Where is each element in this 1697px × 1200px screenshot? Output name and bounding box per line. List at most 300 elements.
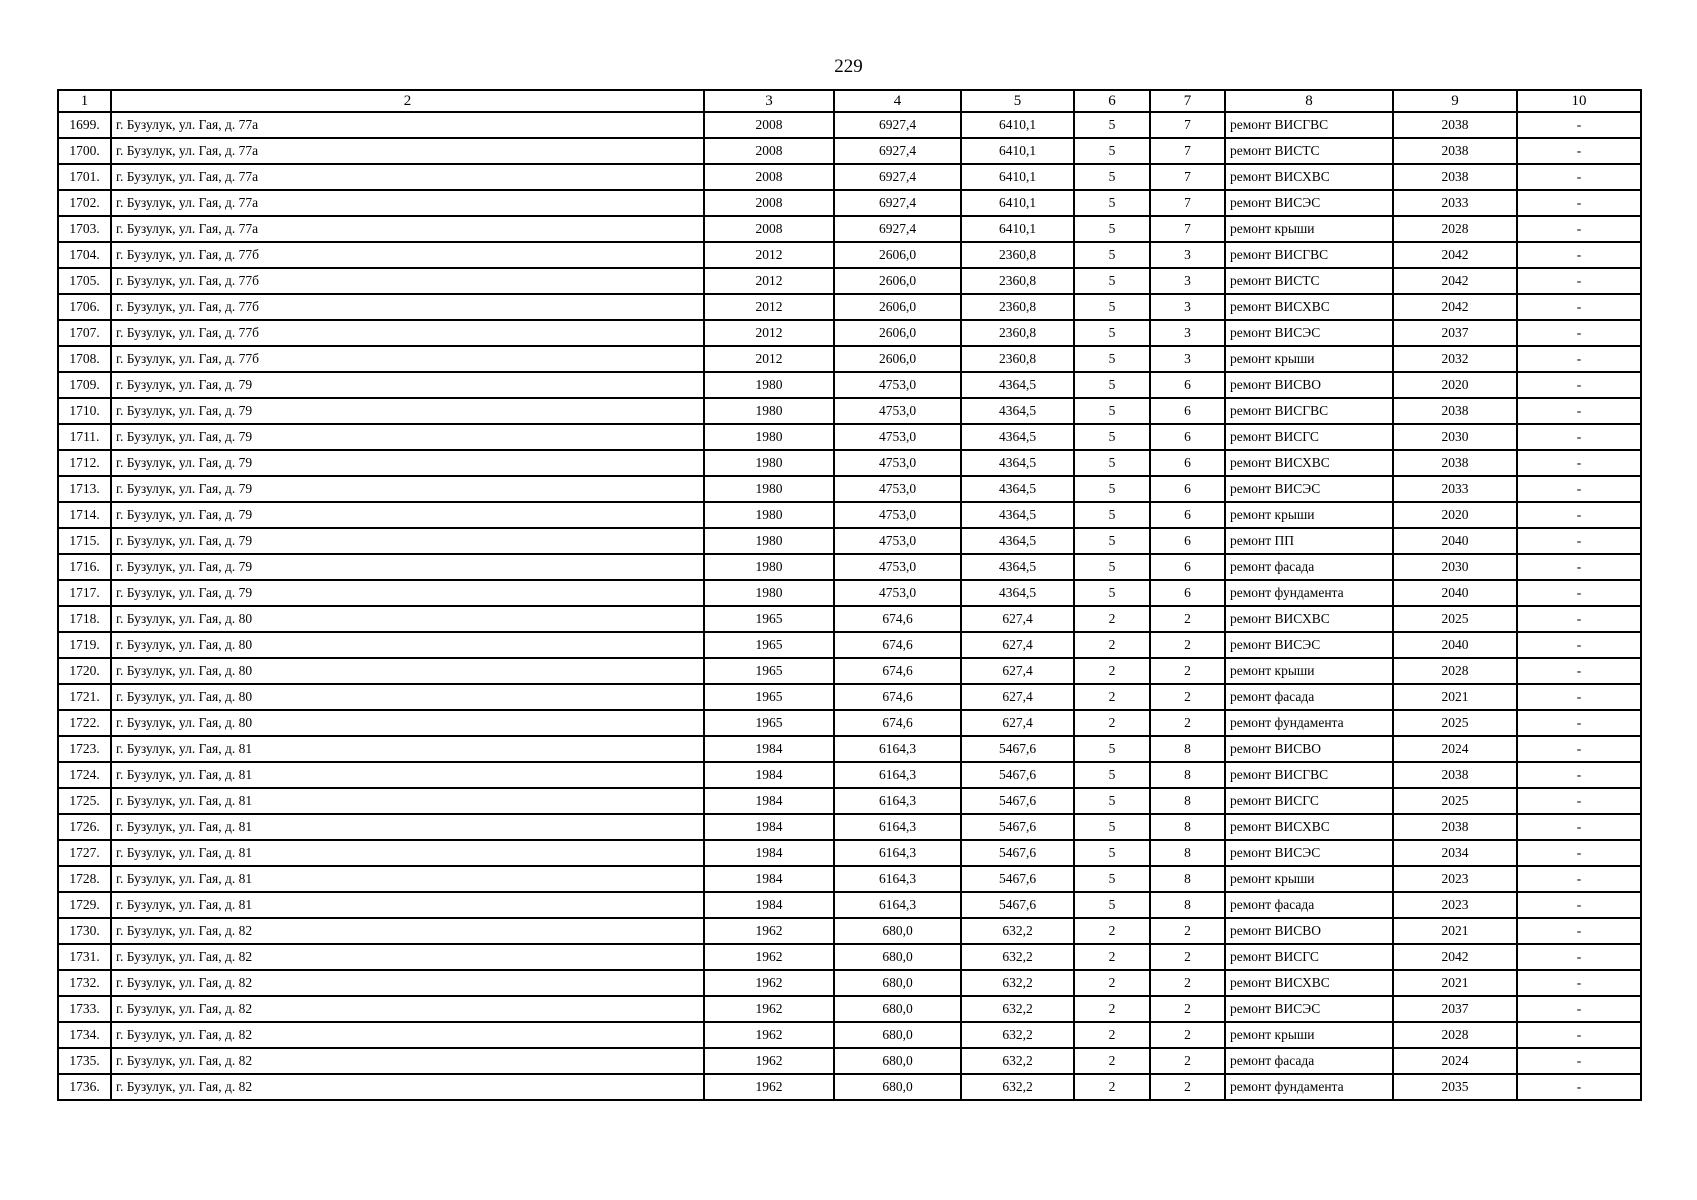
table-row: [58, 268, 1641, 294]
work-type-cell: ремонт крыши: [1225, 866, 1393, 892]
entrances-cell: 8: [1150, 788, 1225, 814]
row-number-cell: 1720.: [58, 658, 111, 684]
work-type-cell: ремонт ВИСХВС: [1225, 294, 1393, 320]
note-cell: -: [1517, 892, 1641, 918]
year-cell: 1965: [704, 632, 834, 658]
total-area-cell: 674,6: [834, 632, 961, 658]
work-type-cell: ремонт ВИСГС: [1225, 424, 1393, 450]
work-type-cell: ремонт фундамента: [1225, 710, 1393, 736]
floors-cell: 5: [1074, 528, 1150, 554]
table-row: [58, 216, 1641, 242]
planned-year-cell: 2020: [1393, 502, 1517, 528]
row-number-cell: 1705.: [58, 268, 111, 294]
year-cell: 1984: [704, 840, 834, 866]
living-area-cell: 632,2: [961, 944, 1074, 970]
table-row: [58, 866, 1641, 892]
total-area-cell: 6164,3: [834, 840, 961, 866]
entrances-cell: 2: [1150, 944, 1225, 970]
note-cell: -: [1517, 164, 1641, 190]
floors-cell: 5: [1074, 216, 1150, 242]
year-cell: 2012: [704, 294, 834, 320]
entrances-cell: 6: [1150, 528, 1225, 554]
note-cell: -: [1517, 502, 1641, 528]
planned-year-cell: 2032: [1393, 346, 1517, 372]
floors-cell: 5: [1074, 190, 1150, 216]
total-area-cell: 4753,0: [834, 502, 961, 528]
entrances-cell: 8: [1150, 866, 1225, 892]
floors-cell: 2: [1074, 1074, 1150, 1100]
row-number-cell: 1704.: [58, 242, 111, 268]
repair-schedule-table: [57, 89, 1642, 1101]
total-area-cell: 2606,0: [834, 268, 961, 294]
year-cell: 1962: [704, 1074, 834, 1100]
entrances-cell: 2: [1150, 1074, 1225, 1100]
row-number-cell: 1722.: [58, 710, 111, 736]
row-number-cell: 1724.: [58, 762, 111, 788]
note-cell: -: [1517, 1022, 1641, 1048]
note-cell: -: [1517, 424, 1641, 450]
floors-cell: 5: [1074, 788, 1150, 814]
work-type-cell: ремонт фасада: [1225, 554, 1393, 580]
entrances-cell: 8: [1150, 892, 1225, 918]
planned-year-cell: 2020: [1393, 372, 1517, 398]
address-cell: г. Бузулук, ул. Гая, д. 79: [111, 450, 704, 476]
year-cell: 2012: [704, 268, 834, 294]
planned-year-cell: 2042: [1393, 944, 1517, 970]
living-area-cell: 4364,5: [961, 476, 1074, 502]
living-area-cell: 627,4: [961, 684, 1074, 710]
address-cell: г. Бузулук, ул. Гая, д. 80: [111, 658, 704, 684]
entrances-cell: 2: [1150, 970, 1225, 996]
entrances-cell: 2: [1150, 632, 1225, 658]
column-header: 9: [1393, 90, 1517, 112]
table-row: [58, 450, 1641, 476]
note-cell: -: [1517, 1048, 1641, 1074]
planned-year-cell: 2037: [1393, 996, 1517, 1022]
entrances-cell: 7: [1150, 216, 1225, 242]
address-cell: г. Бузулук, ул. Гая, д. 77б: [111, 320, 704, 346]
living-area-cell: 4364,5: [961, 398, 1074, 424]
living-area-cell: 632,2: [961, 996, 1074, 1022]
year-cell: 1965: [704, 658, 834, 684]
note-cell: -: [1517, 736, 1641, 762]
entrances-cell: 3: [1150, 320, 1225, 346]
note-cell: -: [1517, 112, 1641, 138]
total-area-cell: 4753,0: [834, 528, 961, 554]
table-row: [58, 1048, 1641, 1074]
total-area-cell: 6164,3: [834, 736, 961, 762]
living-area-cell: 2360,8: [961, 346, 1074, 372]
floors-cell: 2: [1074, 710, 1150, 736]
entrances-cell: 3: [1150, 346, 1225, 372]
living-area-cell: 6410,1: [961, 216, 1074, 242]
header-row: [58, 90, 1641, 112]
note-cell: -: [1517, 450, 1641, 476]
planned-year-cell: 2040: [1393, 632, 1517, 658]
year-cell: 1980: [704, 372, 834, 398]
note-cell: -: [1517, 138, 1641, 164]
year-cell: 1980: [704, 502, 834, 528]
planned-year-cell: 2042: [1393, 242, 1517, 268]
row-number-cell: 1710.: [58, 398, 111, 424]
work-type-cell: ремонт ВИСХВС: [1225, 164, 1393, 190]
year-cell: 1980: [704, 528, 834, 554]
year-cell: 1962: [704, 1022, 834, 1048]
entrances-cell: 7: [1150, 112, 1225, 138]
living-area-cell: 632,2: [961, 1048, 1074, 1074]
year-cell: 1980: [704, 424, 834, 450]
floors-cell: 2: [1074, 1048, 1150, 1074]
floors-cell: 2: [1074, 632, 1150, 658]
address-cell: г. Бузулук, ул. Гая, д. 77б: [111, 242, 704, 268]
year-cell: 2012: [704, 346, 834, 372]
table-row: [58, 242, 1641, 268]
table-row: [58, 1022, 1641, 1048]
entrances-cell: 2: [1150, 710, 1225, 736]
work-type-cell: ремонт ВИСГС: [1225, 788, 1393, 814]
work-type-cell: ремонт ВИСГВС: [1225, 112, 1393, 138]
planned-year-cell: 2038: [1393, 112, 1517, 138]
row-number-cell: 1707.: [58, 320, 111, 346]
total-area-cell: 6927,4: [834, 164, 961, 190]
address-cell: г. Бузулук, ул. Гая, д. 80: [111, 606, 704, 632]
entrances-cell: 6: [1150, 502, 1225, 528]
table-row: [58, 164, 1641, 190]
address-cell: г. Бузулук, ул. Гая, д. 81: [111, 840, 704, 866]
floors-cell: 5: [1074, 736, 1150, 762]
total-area-cell: 680,0: [834, 1022, 961, 1048]
note-cell: -: [1517, 762, 1641, 788]
entrances-cell: 7: [1150, 190, 1225, 216]
living-area-cell: 6410,1: [961, 112, 1074, 138]
row-number-cell: 1727.: [58, 840, 111, 866]
living-area-cell: 4364,5: [961, 372, 1074, 398]
floors-cell: 5: [1074, 840, 1150, 866]
work-type-cell: ремонт ВИСВО: [1225, 372, 1393, 398]
row-number-cell: 1711.: [58, 424, 111, 450]
work-type-cell: ремонт ВИСЭС: [1225, 190, 1393, 216]
living-area-cell: 4364,5: [961, 450, 1074, 476]
planned-year-cell: 2024: [1393, 1048, 1517, 1074]
planned-year-cell: 2037: [1393, 320, 1517, 346]
row-number-cell: 1723.: [58, 736, 111, 762]
floors-cell: 2: [1074, 944, 1150, 970]
note-cell: -: [1517, 242, 1641, 268]
note-cell: -: [1517, 710, 1641, 736]
work-type-cell: ремонт ВИСЭС: [1225, 476, 1393, 502]
address-cell: г. Бузулук, ул. Гая, д. 77б: [111, 294, 704, 320]
row-number-cell: 1699.: [58, 112, 111, 138]
planned-year-cell: 2023: [1393, 866, 1517, 892]
table-row: [58, 918, 1641, 944]
floors-cell: 2: [1074, 1022, 1150, 1048]
planned-year-cell: 2025: [1393, 606, 1517, 632]
work-type-cell: ремонт ПП: [1225, 528, 1393, 554]
work-type-cell: ремонт ВИСГВС: [1225, 762, 1393, 788]
planned-year-cell: 2025: [1393, 788, 1517, 814]
entrances-cell: 8: [1150, 762, 1225, 788]
planned-year-cell: 2021: [1393, 918, 1517, 944]
planned-year-cell: 2028: [1393, 1022, 1517, 1048]
floors-cell: 5: [1074, 554, 1150, 580]
entrances-cell: 7: [1150, 138, 1225, 164]
work-type-cell: ремонт фасада: [1225, 1048, 1393, 1074]
table-row: [58, 840, 1641, 866]
planned-year-cell: 2021: [1393, 684, 1517, 710]
entrances-cell: 2: [1150, 1022, 1225, 1048]
total-area-cell: 6164,3: [834, 866, 961, 892]
address-cell: г. Бузулук, ул. Гая, д. 79: [111, 528, 704, 554]
row-number-cell: 1703.: [58, 216, 111, 242]
floors-cell: 5: [1074, 294, 1150, 320]
floors-cell: 2: [1074, 606, 1150, 632]
row-number-cell: 1728.: [58, 866, 111, 892]
row-number-cell: 1702.: [58, 190, 111, 216]
work-type-cell: ремонт ВИСХВС: [1225, 606, 1393, 632]
address-cell: г. Бузулук, ул. Гая, д. 81: [111, 892, 704, 918]
note-cell: -: [1517, 658, 1641, 684]
planned-year-cell: 2038: [1393, 164, 1517, 190]
floors-cell: 5: [1074, 112, 1150, 138]
year-cell: 1984: [704, 866, 834, 892]
planned-year-cell: 2021: [1393, 970, 1517, 996]
work-type-cell: ремонт ВИСГС: [1225, 944, 1393, 970]
work-type-cell: ремонт ВИСТС: [1225, 268, 1393, 294]
living-area-cell: 6410,1: [961, 138, 1074, 164]
work-type-cell: ремонт фасада: [1225, 684, 1393, 710]
entrances-cell: 2: [1150, 918, 1225, 944]
address-cell: г. Бузулук, ул. Гая, д. 77а: [111, 112, 704, 138]
address-cell: г. Бузулук, ул. Гая, д. 79: [111, 476, 704, 502]
floors-cell: 5: [1074, 320, 1150, 346]
entrances-cell: 2: [1150, 606, 1225, 632]
planned-year-cell: 2038: [1393, 814, 1517, 840]
total-area-cell: 4753,0: [834, 398, 961, 424]
address-cell: г. Бузулук, ул. Гая, д. 77а: [111, 190, 704, 216]
row-number-cell: 1733.: [58, 996, 111, 1022]
page-number: 229: [834, 56, 863, 77]
total-area-cell: 2606,0: [834, 242, 961, 268]
total-area-cell: 6927,4: [834, 190, 961, 216]
row-number-cell: 1708.: [58, 346, 111, 372]
table-row: [58, 372, 1641, 398]
total-area-cell: 6164,3: [834, 762, 961, 788]
note-cell: -: [1517, 996, 1641, 1022]
planned-year-cell: 2033: [1393, 190, 1517, 216]
total-area-cell: 2606,0: [834, 294, 961, 320]
note-cell: -: [1517, 1074, 1641, 1100]
work-type-cell: ремонт крыши: [1225, 1022, 1393, 1048]
planned-year-cell: 2035: [1393, 1074, 1517, 1100]
living-area-cell: 632,2: [961, 1074, 1074, 1100]
table-row: [58, 970, 1641, 996]
column-header: 5: [961, 90, 1074, 112]
year-cell: 1962: [704, 1048, 834, 1074]
year-cell: 2008: [704, 164, 834, 190]
address-cell: г. Бузулук, ул. Гая, д. 77б: [111, 268, 704, 294]
entrances-cell: 3: [1150, 242, 1225, 268]
planned-year-cell: 2025: [1393, 710, 1517, 736]
table-row: [58, 320, 1641, 346]
living-area-cell: 2360,8: [961, 268, 1074, 294]
note-cell: -: [1517, 632, 1641, 658]
work-type-cell: ремонт ВИСЭС: [1225, 320, 1393, 346]
entrances-cell: 6: [1150, 450, 1225, 476]
living-area-cell: 6410,1: [961, 190, 1074, 216]
table-row: [58, 996, 1641, 1022]
address-cell: г. Бузулук, ул. Гая, д. 82: [111, 996, 704, 1022]
planned-year-cell: 2034: [1393, 840, 1517, 866]
column-header: 10: [1517, 90, 1641, 112]
note-cell: -: [1517, 684, 1641, 710]
floors-cell: 5: [1074, 242, 1150, 268]
floors-cell: 5: [1074, 268, 1150, 294]
planned-year-cell: 2038: [1393, 762, 1517, 788]
row-number-cell: 1726.: [58, 814, 111, 840]
address-cell: г. Бузулук, ул. Гая, д. 82: [111, 1022, 704, 1048]
address-cell: г. Бузулук, ул. Гая, д. 80: [111, 710, 704, 736]
work-type-cell: ремонт ВИСТС: [1225, 138, 1393, 164]
year-cell: 1965: [704, 684, 834, 710]
total-area-cell: 6927,4: [834, 138, 961, 164]
year-cell: 1980: [704, 398, 834, 424]
total-area-cell: 674,6: [834, 710, 961, 736]
planned-year-cell: 2042: [1393, 294, 1517, 320]
table-row: [58, 190, 1641, 216]
total-area-cell: 6927,4: [834, 112, 961, 138]
work-type-cell: ремонт ВИСГВС: [1225, 242, 1393, 268]
row-number-cell: 1721.: [58, 684, 111, 710]
work-type-cell: ремонт ВИСЭС: [1225, 840, 1393, 866]
living-area-cell: 5467,6: [961, 762, 1074, 788]
row-number-cell: 1714.: [58, 502, 111, 528]
note-cell: -: [1517, 970, 1641, 996]
total-area-cell: 680,0: [834, 1048, 961, 1074]
work-type-cell: ремонт ВИСХВС: [1225, 970, 1393, 996]
total-area-cell: 680,0: [834, 970, 961, 996]
planned-year-cell: 2028: [1393, 658, 1517, 684]
row-number-cell: 1732.: [58, 970, 111, 996]
living-area-cell: 627,4: [961, 632, 1074, 658]
address-cell: г. Бузулук, ул. Гая, д. 81: [111, 866, 704, 892]
floors-cell: 2: [1074, 970, 1150, 996]
total-area-cell: 680,0: [834, 918, 961, 944]
entrances-cell: 6: [1150, 372, 1225, 398]
note-cell: -: [1517, 580, 1641, 606]
note-cell: -: [1517, 372, 1641, 398]
living-area-cell: 627,4: [961, 606, 1074, 632]
table-row: [58, 554, 1641, 580]
work-type-cell: ремонт крыши: [1225, 216, 1393, 242]
address-cell: г. Бузулук, ул. Гая, д. 82: [111, 1048, 704, 1074]
column-header: 3: [704, 90, 834, 112]
year-cell: 1984: [704, 762, 834, 788]
total-area-cell: 4753,0: [834, 450, 961, 476]
floors-cell: 5: [1074, 398, 1150, 424]
row-number-cell: 1709.: [58, 372, 111, 398]
row-number-cell: 1736.: [58, 1074, 111, 1100]
table-row: [58, 632, 1641, 658]
living-area-cell: 5467,6: [961, 892, 1074, 918]
entrances-cell: 2: [1150, 1048, 1225, 1074]
work-type-cell: ремонт крыши: [1225, 502, 1393, 528]
table-row: [58, 112, 1641, 138]
work-type-cell: ремонт ВИСХВС: [1225, 814, 1393, 840]
column-header: 4: [834, 90, 961, 112]
entrances-cell: 6: [1150, 554, 1225, 580]
table-row: [58, 762, 1641, 788]
work-type-cell: ремонт ВИСХВС: [1225, 450, 1393, 476]
planned-year-cell: 2042: [1393, 268, 1517, 294]
address-cell: г. Бузулук, ул. Гая, д. 82: [111, 944, 704, 970]
living-area-cell: 2360,8: [961, 320, 1074, 346]
work-type-cell: ремонт фундамента: [1225, 580, 1393, 606]
note-cell: -: [1517, 294, 1641, 320]
note-cell: -: [1517, 528, 1641, 554]
year-cell: 2012: [704, 242, 834, 268]
note-cell: -: [1517, 268, 1641, 294]
table-row: [58, 1074, 1641, 1100]
year-cell: 1980: [704, 580, 834, 606]
note-cell: -: [1517, 554, 1641, 580]
floors-cell: 5: [1074, 450, 1150, 476]
address-cell: г. Бузулук, ул. Гая, д. 77а: [111, 138, 704, 164]
address-cell: г. Бузулук, ул. Гая, д. 77б: [111, 346, 704, 372]
living-area-cell: 4364,5: [961, 580, 1074, 606]
entrances-cell: 6: [1150, 580, 1225, 606]
table-header: [58, 90, 1641, 112]
living-area-cell: 627,4: [961, 658, 1074, 684]
work-type-cell: ремонт ВИСГВС: [1225, 398, 1393, 424]
floors-cell: 5: [1074, 164, 1150, 190]
address-cell: г. Бузулук, ул. Гая, д. 77а: [111, 216, 704, 242]
total-area-cell: 6927,4: [834, 216, 961, 242]
note-cell: -: [1517, 788, 1641, 814]
note-cell: -: [1517, 190, 1641, 216]
table-body: [58, 112, 1641, 1100]
note-cell: -: [1517, 918, 1641, 944]
address-cell: г. Бузулук, ул. Гая, д. 79: [111, 424, 704, 450]
year-cell: 1980: [704, 476, 834, 502]
total-area-cell: 4753,0: [834, 372, 961, 398]
planned-year-cell: 2038: [1393, 450, 1517, 476]
floors-cell: 5: [1074, 892, 1150, 918]
address-cell: г. Бузулук, ул. Гая, д. 80: [111, 684, 704, 710]
row-number-cell: 1735.: [58, 1048, 111, 1074]
entrances-cell: 7: [1150, 164, 1225, 190]
year-cell: 1962: [704, 918, 834, 944]
table-row: [58, 606, 1641, 632]
year-cell: 1984: [704, 892, 834, 918]
table-row: [58, 944, 1641, 970]
planned-year-cell: 2030: [1393, 424, 1517, 450]
work-type-cell: ремонт крыши: [1225, 658, 1393, 684]
address-cell: г. Бузулук, ул. Гая, д. 77а: [111, 164, 704, 190]
address-cell: г. Бузулук, ул. Гая, д. 81: [111, 736, 704, 762]
living-area-cell: 632,2: [961, 1022, 1074, 1048]
table-row: [58, 424, 1641, 450]
living-area-cell: 2360,8: [961, 242, 1074, 268]
floors-cell: 5: [1074, 814, 1150, 840]
address-cell: г. Бузулук, ул. Гая, д. 81: [111, 762, 704, 788]
row-number-cell: 1718.: [58, 606, 111, 632]
total-area-cell: 6164,3: [834, 814, 961, 840]
note-cell: -: [1517, 866, 1641, 892]
living-area-cell: 5467,6: [961, 788, 1074, 814]
living-area-cell: 4364,5: [961, 424, 1074, 450]
note-cell: -: [1517, 398, 1641, 424]
year-cell: 1962: [704, 996, 834, 1022]
